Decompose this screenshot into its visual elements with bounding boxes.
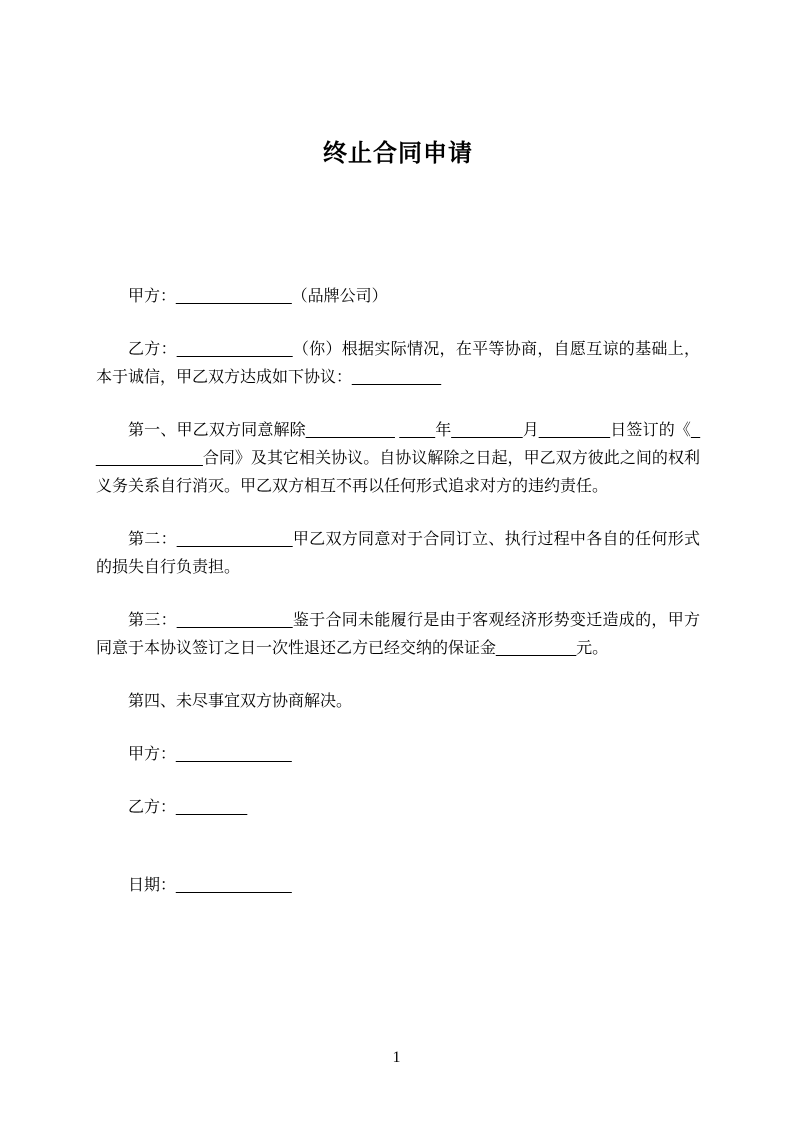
page-number: 1 — [392, 1049, 401, 1066]
paragraph-party-b-intro: 乙方：_____________（你）根据实际情况，在平等协商，自愿互谅的基础上，本于诚信，甲乙双方达成如下协议：__________ — [96, 341, 700, 386]
paragraph-party-a: 甲方：_____________（品牌公司） — [128, 288, 388, 305]
document-title: 终止合同申请 — [323, 140, 473, 167]
paragraph-clause-2: 第二：_____________甲乙双方同意对于合同订立、执行过程中各自的任何形式的损失自行负责担。 — [96, 531, 700, 576]
signature-line-party-a: 甲方：_____________ — [128, 746, 292, 763]
document-content — [96, 0, 700, 925]
date-line: 日期：_____________ — [128, 877, 292, 894]
paragraph-clause-3: 第三：_____________鉴于合同未能履行是由于客观经济形势变迁造成的，甲方同意于本协议签订之日一次性退还乙方已经交纳的保证金_________元。 — [96, 612, 700, 657]
paragraph-clause-4: 第四、未尽事宜双方协商解决。 — [128, 693, 353, 710]
paragraph-clause-1: 第一、甲乙双方同意解除__________ ____年________月________日签订的《_____________合同》及其它相关协议。自协议解除之日起，甲乙双方彼此之间的权利义务关系自行消灭。甲乙双方相互不再以任何形式追求对方的违约责任。 — [96, 422, 700, 495]
signature-line-party-b: 乙方：________ — [128, 799, 248, 816]
